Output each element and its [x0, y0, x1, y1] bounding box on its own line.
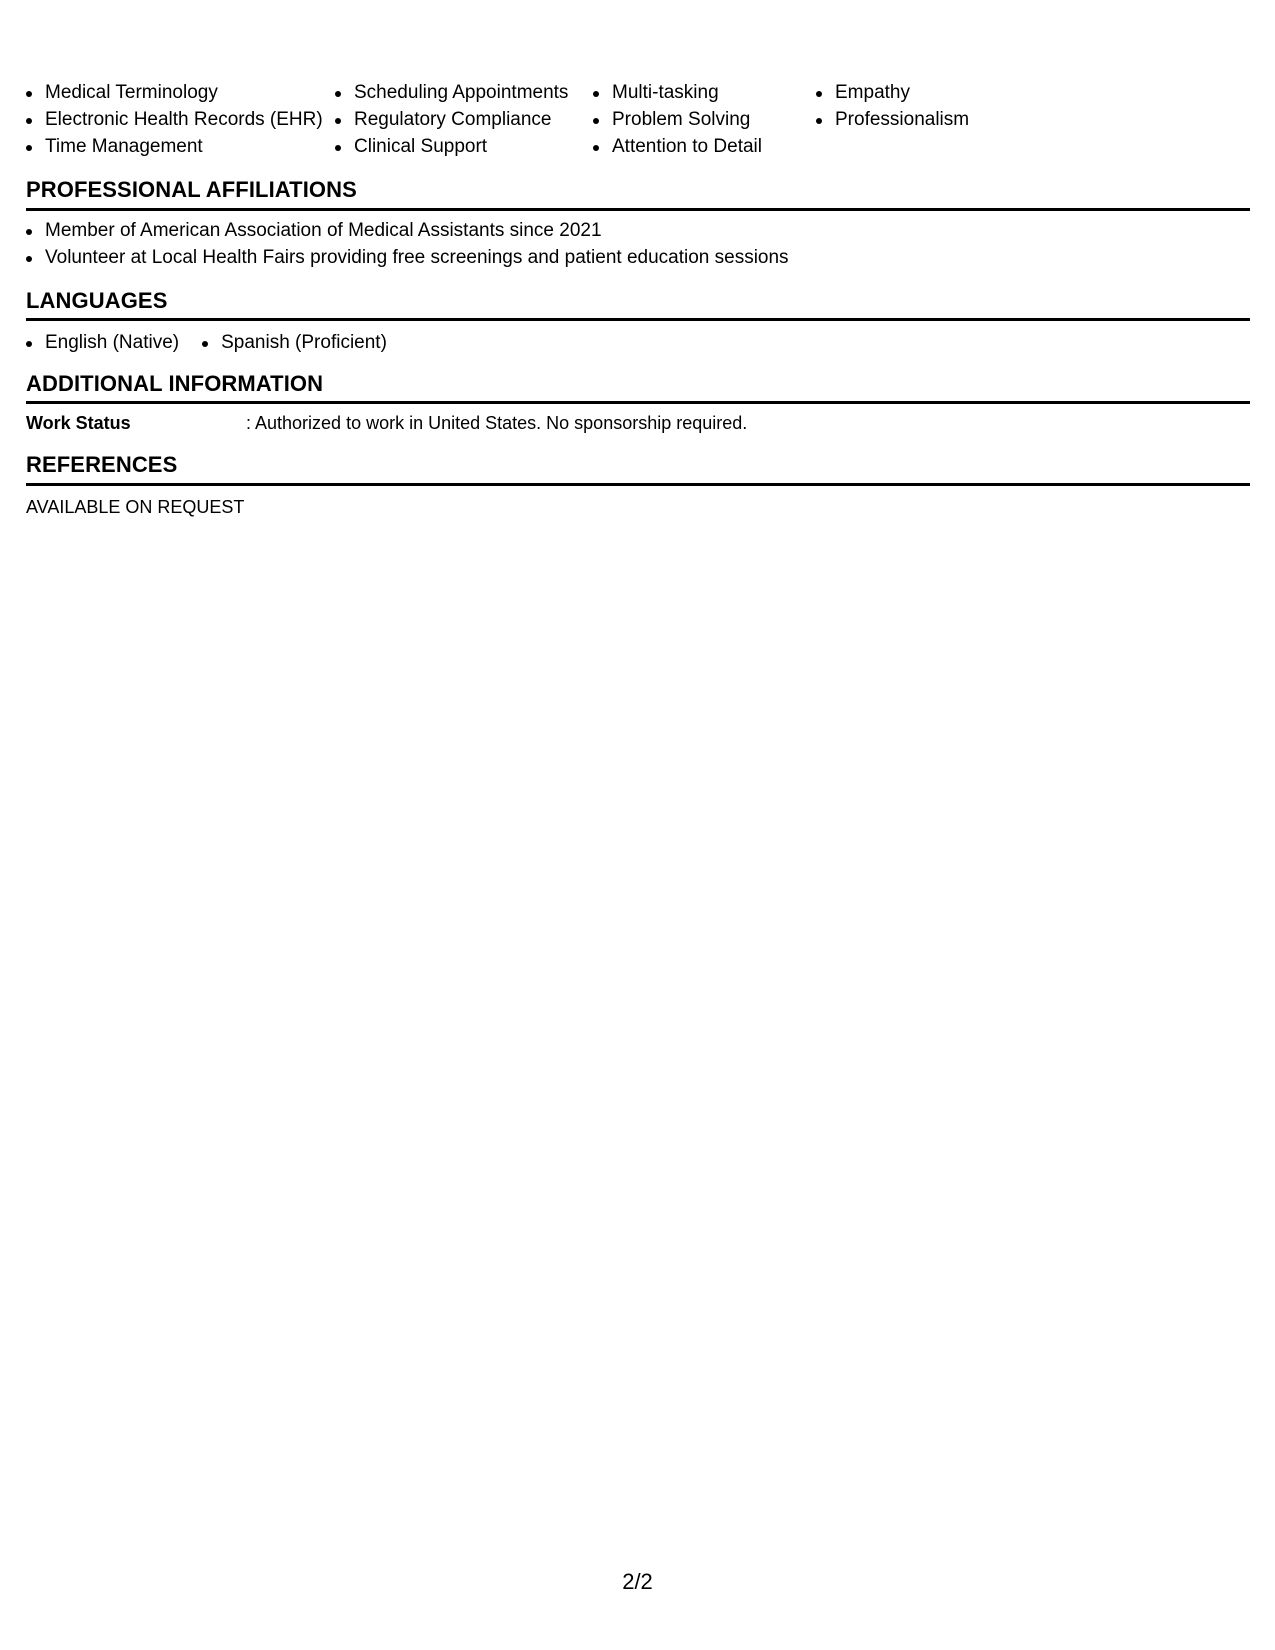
affiliations-divider [26, 208, 1250, 211]
skills-column-4 [816, 79, 969, 133]
work-status-label: Work Status [26, 413, 131, 433]
languages-heading: LANGUAGES [26, 288, 168, 313]
affiliations-list [26, 217, 789, 271]
references-divider [26, 483, 1250, 486]
skills-column-2 [335, 79, 568, 160]
language-item: English (Native) [26, 329, 179, 356]
languages-list [26, 329, 387, 356]
skills-column-1 [26, 79, 323, 160]
skills-grid [26, 79, 1250, 163]
page-number: 2/2 [622, 1569, 653, 1594]
additional-info-heading: ADDITIONAL INFORMATION [26, 371, 324, 396]
references-text: AVAILABLE ON REQUEST [26, 497, 245, 517]
skill-item: Clinical Support [335, 133, 568, 160]
skill-item: Medical Terminology [26, 79, 323, 106]
skill-item: Electronic Health Records (EHR) [26, 106, 323, 133]
list-item: Volunteer at Local Health Fairs providing free screenings and patient education sessions [26, 244, 789, 271]
skill-item: Empathy [816, 79, 969, 106]
skill-item: Scheduling Appointments [335, 79, 568, 106]
skills-column-3 [593, 79, 762, 160]
skill-item: Multi-tasking [593, 79, 762, 106]
work-status-value: : Authorized to work in United States. No sponsorship required. [246, 413, 748, 433]
languages-divider [26, 318, 1250, 321]
skill-item: Regulatory Compliance [335, 106, 568, 133]
language-item: Spanish (Proficient) [202, 329, 387, 356]
skill-item: Time Management [26, 133, 323, 160]
list-item: Member of American Association of Medical Assistants since 2021 [26, 217, 789, 244]
skill-item: Problem Solving [593, 106, 762, 133]
skill-item: Professionalism [816, 106, 969, 133]
affiliations-heading: PROFESSIONAL AFFILIATIONS [26, 177, 357, 202]
skill-item: Attention to Detail [593, 133, 762, 160]
references-heading: REFERENCES [26, 452, 178, 477]
additional-info-divider [26, 401, 1250, 404]
